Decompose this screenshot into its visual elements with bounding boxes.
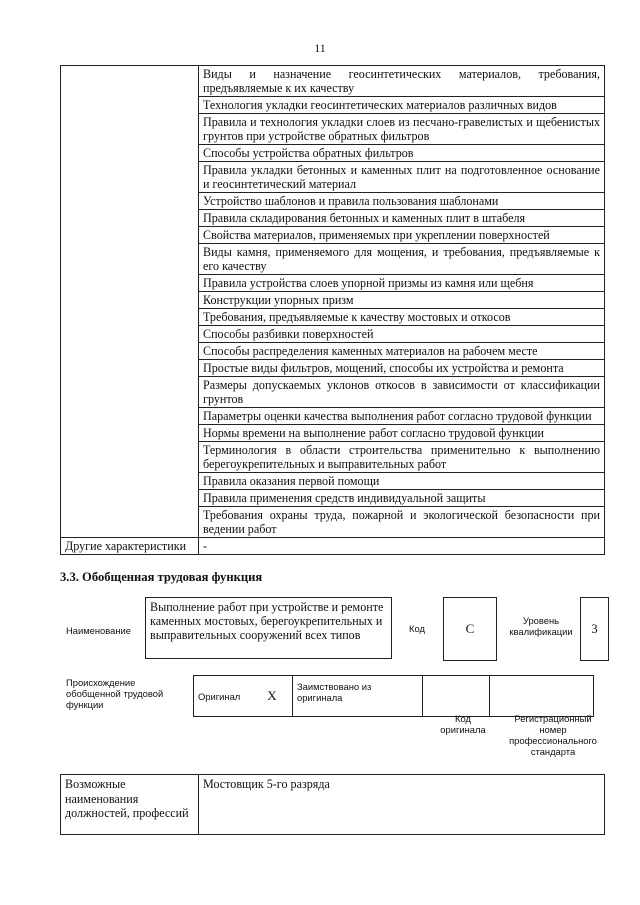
origin-label: Происхождение обобщенной трудовой функции (66, 677, 164, 710)
section-title: 3.3. Обобщенная трудовая функция (60, 570, 263, 584)
knowledge-item: Свойства материалов, применяемых при укреплении поверхностей (199, 227, 605, 244)
knowledge-item: Правила применения средств индивидуальной защиты (199, 490, 605, 507)
code-original-cell (423, 676, 490, 717)
knowledge-item: Способы разбивки поверхностей (199, 326, 605, 343)
reg-number-label: Регистрационный номер профессионального стандарта (509, 713, 597, 757)
knowledge-item: Простые виды фильтров, мощений, способы их устройства и ремонта (199, 360, 605, 377)
knowledge-item: Терминология в области строительства применительно к выполнению берегоукрепительных и выправительных работ (199, 442, 605, 473)
knowledge-item: Правила оказания первой помощи (199, 473, 605, 490)
knowledge-item: Конструкции упорных призм (199, 292, 605, 309)
original-label: Оригинал (198, 690, 241, 702)
other-characteristics-row (61, 538, 605, 555)
other-characteristics-label: Другие характеристики (61, 538, 199, 555)
qualification-level-label: Уровень квалификации (509, 615, 573, 637)
knowledge-item: Правила укладки бетонных и каменных плит на подготовленное основание и геосинтетический материал (199, 162, 605, 193)
function-name-box: Выполнение работ при устройстве и ремонте каменных мостовых, берегоукрепительных и выправительных сооружений всех типов (145, 597, 392, 659)
qualification-level-box: 3 (580, 597, 609, 661)
knowledge-item: Способы устройства обратных фильтров (199, 145, 605, 162)
knowledge-item: Виды и назначение геосинтетических материалов, требования, предъявляемые к их качеству (199, 66, 605, 97)
knowledge-table (60, 65, 605, 555)
name-label: Наименование (66, 625, 131, 636)
knowledge-item: Способы распределения каменных материалов на рабочем месте (199, 343, 605, 360)
origin-table (193, 675, 594, 717)
knowledge-item: Требования, предъявляемые к качеству мостовых и откосов (199, 309, 605, 326)
code-label: Код (409, 623, 425, 634)
knowledge-row (61, 66, 605, 97)
page-number: 11 (314, 41, 326, 55)
reg-number-cell (490, 676, 594, 717)
positions-value: Мостовщик 5-го разряда (199, 775, 605, 835)
knowledge-item: Нормы времени на выполнение работ согласно трудовой функции (199, 425, 605, 442)
knowledge-item: Размеры допускаемых уклонов откосов в зависимости от классификации грунтов (199, 377, 605, 408)
original-label-cell (194, 676, 253, 717)
knowledge-item: Параметры оценки качества выполнения работ согласно трудовой функции (199, 408, 605, 425)
positions-table (60, 774, 605, 835)
code-value-box: C (443, 597, 497, 661)
original-mark: X (252, 676, 293, 717)
code-original-label: Код оригинала (440, 713, 486, 735)
knowledge-item: Правила и технология укладки слоев из песчано-гравелистых и щебенистых грунтов при устройстве обратных фильтров (199, 114, 605, 145)
knowledge-item: Правила складирования бетонных и каменных плит в штабеля (199, 210, 605, 227)
knowledge-item: Устройство шаблонов и правила пользования шаблонами (199, 193, 605, 210)
other-characteristics-value: - (199, 538, 605, 555)
positions-label: Возможные наименования должностей, профессий (61, 775, 199, 835)
knowledge-label-cell (61, 66, 199, 538)
knowledge-item: Правила устройства слоев упорной призмы из камня или щебня (199, 275, 605, 292)
knowledge-item: Технология укладки геосинтетических материалов различных видов (199, 97, 605, 114)
borrowed-label: Заимствовано из оригинала (297, 681, 372, 703)
knowledge-item: Требования охраны труда, пожарной и экологической безопасности при ведении работ (199, 507, 605, 538)
knowledge-item: Виды камня, применяемого для мощения, и требования, предъявляемые к его качеству (199, 244, 605, 275)
borrowed-cell (293, 676, 423, 717)
